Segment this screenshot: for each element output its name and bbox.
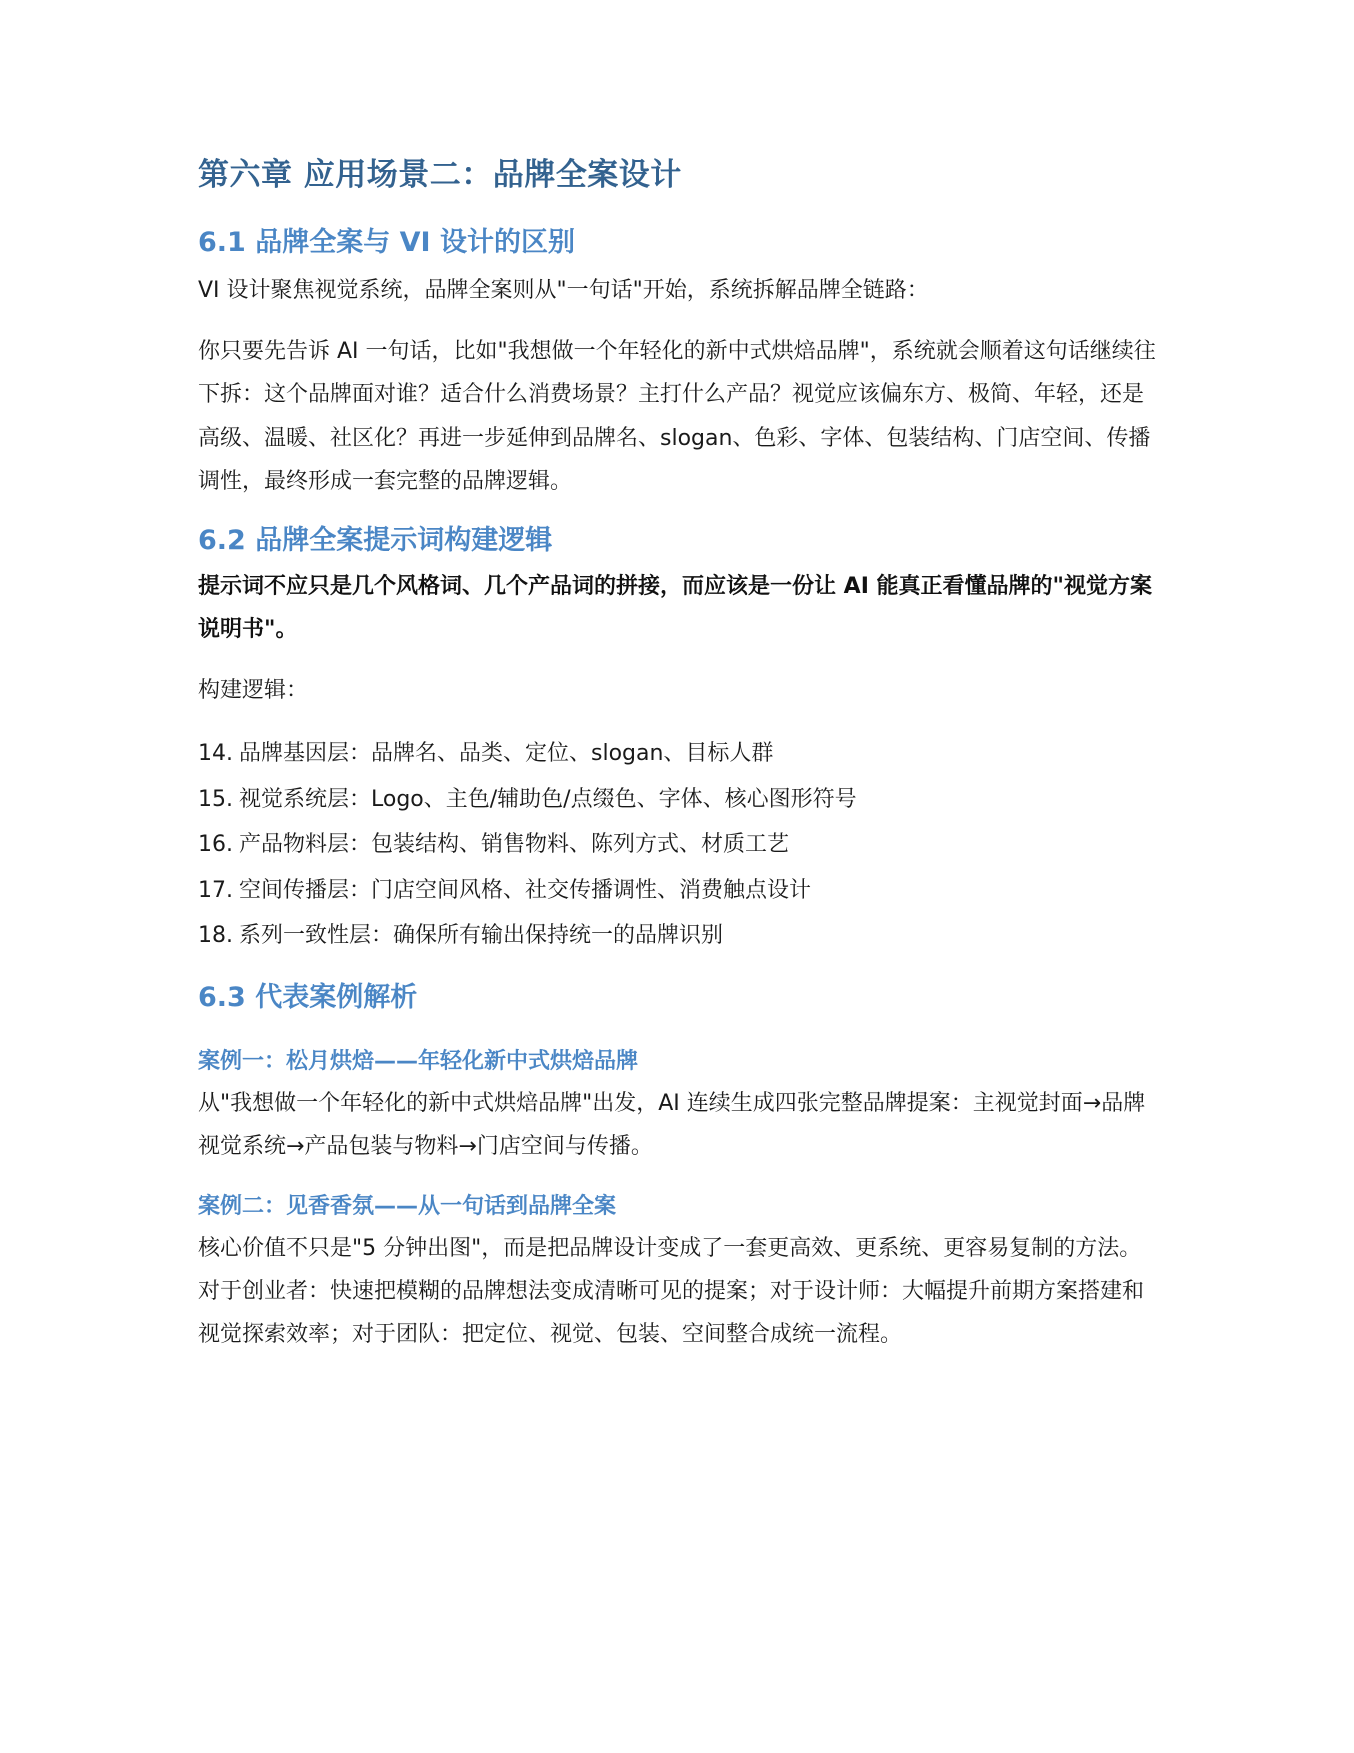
list-item-number: 16. [198,832,233,858]
list-item-number: 14. [198,741,233,767]
list-item [198,777,1158,823]
list-item-number: 15. [198,786,233,812]
section-6-1-body: 你只要先告诉 AI 一句话，比如"我想做一个年轻化的新中式烘焙品牌"，系统就会顺着这句话继续往下拆：这个品牌面对谁？适合什么消费场景？主打什么产品？视觉应该偏东方、极简、年轻，还是高级、温暖、社区化？再进一步延伸到品牌名、slogan、色彩、字体、包装结构、门店空间、传播调性，最终形成一套完整的品牌逻辑。 [198,339,1156,494]
logic-layer-list [198,731,1158,959]
list-item [198,913,1158,959]
list-item [198,868,1158,914]
section-6-2-logic-label: 构建逻辑： [198,678,309,704]
document-page [198,150,1158,1357]
section-6-1-title: 6.1 品牌全案与 VI 设计的区别 [198,227,575,258]
list-item-text: 系列一致性层：确保所有输出保持统一的品牌识别 [239,923,724,949]
list-item-text: 视觉系统层：Logo、主色/辅助色/点缀色、字体、核心图形符号 [239,786,857,812]
section-6-2-title: 6.2 品牌全案提示词构建逻辑 [198,525,553,557]
list-item [198,731,1158,777]
case-2-body: 核心价值不只是"5 分钟出图"，而是把品牌设计变成了一套更高效、更系统、更容易复制的方法。对于创业者：快速把模糊的品牌想法变成清晰可见的提案；对于设计师：大幅提升前期方案搭建和视觉探索效率；对于团队：把定位、视觉、包装、空间整合成统一流程。 [198,1235,1145,1348]
case-1-title: 案例一：松月烘焙——年轻化新中式烘焙品牌 [198,1048,639,1074]
case-2-title: 案例二：见香香氛——从一句话到品牌全案 [198,1193,617,1219]
case-1-body: 从"我想做一个年轻化的新中式烘焙品牌"出发，AI 连续生成四张完整品牌提案：主视觉封面→品牌视觉系统→产品包装与物料→门店空间与传播。 [198,1090,1146,1160]
list-item-number: 18. [198,923,233,949]
list-item-number: 17. [198,877,233,903]
list-item-text: 品牌基因层：品牌名、品类、定位、slogan、目标人群 [239,741,774,767]
section-6-3-title: 6.3 代表案例解析 [198,981,418,1013]
list-item-text: 产品物料层：包装结构、销售物料、陈列方式、材质工艺 [239,832,790,858]
list-item-text: 空间传播层：门店空间风格、社交传播调性、消费触点设计 [239,877,812,903]
list-item [198,822,1158,868]
chapter-title: 第六章 应用场景二：品牌全案设计 [198,157,682,193]
section-6-1-lead: VI 设计聚焦视觉系统，品牌全案则从"一句话"开始，系统拆解品牌全链路： [198,278,929,303]
section-6-2-bold-statement: 提示词不应只是几个风格词、几个产品词的拼接，而应该是一份让 AI 能真正看懂品牌的"视觉方案说明书"。 [198,574,1152,643]
